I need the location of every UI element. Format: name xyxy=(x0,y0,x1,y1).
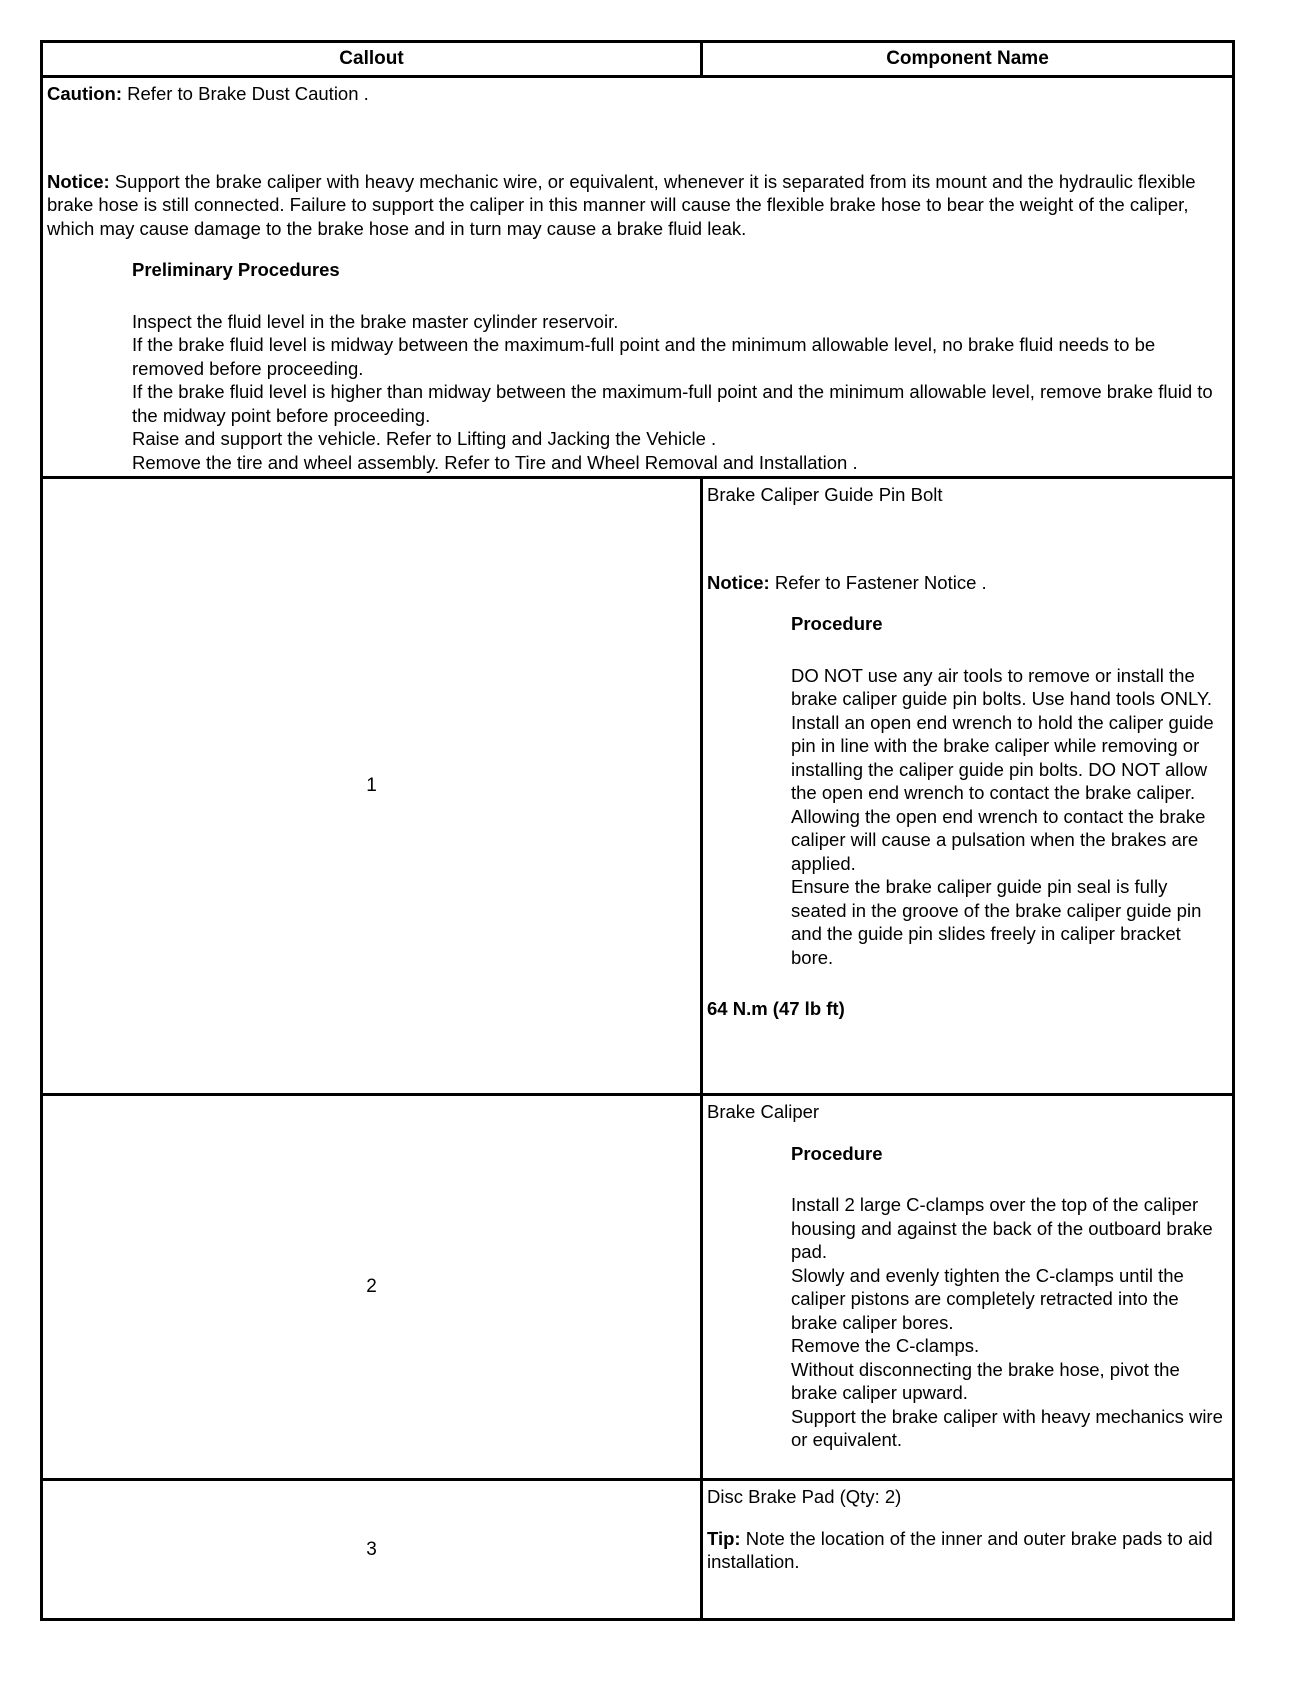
procedure-step: Install an open end wrench to hold the caliper guide pin in line with the brake caliper while removing or installing the caliper guide pin bolts. DO NOT allow the open end wrench to contact the brake caliper. Allowing the open end wrench to contact the brake caliper will cause a pulsation when the brakes are applied. xyxy=(791,711,1214,874)
procedure-step: Ensure the brake caliper guide pin seal is fully seated in the groove of the brake caliper guide pin and the guide pin slides freely in caliper bracket bore. xyxy=(791,876,1202,968)
procedure-title: Procedure xyxy=(791,1142,883,1164)
notice-paragraph xyxy=(47,170,1228,241)
caution-label: Caution: xyxy=(47,83,123,104)
preliminary-steps xyxy=(47,310,1228,475)
procedure-steps xyxy=(707,1193,1228,1452)
preliminary-step: Remove the tire and wheel assembly. Refer to Tire and Wheel Removal and Installation . xyxy=(132,451,858,473)
component-cell xyxy=(703,479,1232,1093)
preliminary-step: Raise and support the vehicle. Refer to Lifting and Jacking the Vehicle . xyxy=(132,428,717,449)
procedure-step: Install 2 large C-clamps over the top of the caliper housing and against the back of the outboard brake pad. xyxy=(791,1194,1213,1262)
table-row xyxy=(43,479,1232,1096)
component-table xyxy=(40,40,1235,1621)
callout-column-header: Callout xyxy=(43,43,703,75)
component-name: Brake Caliper xyxy=(707,1101,820,1122)
component-cell xyxy=(703,1481,1232,1618)
procedure-steps xyxy=(707,664,1228,970)
notice-label: Notice: xyxy=(47,170,110,192)
notice-label: Notice: xyxy=(707,571,770,593)
tip-line xyxy=(707,1527,1228,1574)
notice-text: Support the brake caliper with heavy mechanic wire, or equivalent, whenever it is separated from its mount and the hydraulic flexible brake hose is still connected. Failure to support the caliper in this manner will cause the flexible brake hose to bear the weight of the caliper, which may cause damage to the brake hose and in turn may cause a brake fluid leak. xyxy=(47,170,1196,239)
torque-spec: 64 N.m (47 lb ft) xyxy=(707,998,845,1019)
intro-cell xyxy=(43,78,1232,476)
preliminary-procedures-title: Preliminary Procedures xyxy=(132,259,340,280)
notice-line xyxy=(707,571,1228,595)
intro-row xyxy=(43,78,1232,479)
procedure-step: Remove the C-clamps. xyxy=(791,1335,980,1356)
notice-text: Refer to Fastener Notice . xyxy=(769,571,987,593)
procedure-step: Support the brake caliper with heavy mechanics wire or equivalent. xyxy=(791,1405,1223,1450)
procedure-step: DO NOT use any air tools to remove or install the brake caliper guide pin bolts. Use hand tools ONLY. xyxy=(791,664,1212,709)
preliminary-step: If the brake fluid level is midway between the maximum-full point and the minimum allowable level, no brake fluid needs to be removed before proceeding. xyxy=(132,334,1156,379)
caution-text: Refer to Brake Dust Caution . xyxy=(122,83,369,104)
component-name: Disc Brake Pad (Qty: 2) xyxy=(707,1486,902,1507)
component-cell xyxy=(703,1096,1232,1478)
callout-number: 1 xyxy=(43,479,703,1093)
table-header-row xyxy=(43,43,1232,78)
tip-label: Tip: xyxy=(707,1527,741,1549)
caution-line xyxy=(47,82,1228,106)
preliminary-step: Inspect the fluid level in the brake master cylinder reservoir. xyxy=(132,310,619,332)
procedure-title: Procedure xyxy=(791,613,883,634)
procedure-step: Without disconnecting the brake hose, pivot the brake caliper upward. xyxy=(791,1358,1180,1403)
callout-number: 2 xyxy=(43,1096,703,1478)
table-row xyxy=(43,1096,1232,1481)
table-row xyxy=(43,1481,1232,1618)
procedure-step: Slowly and evenly tighten the C-clamps until the caliper pistons are completely retracted into the brake caliper bores. xyxy=(791,1264,1184,1333)
preliminary-step: If the brake fluid level is higher than midway between the maximum-full point and the minimum allowable level, remove brake fluid to the midway point before proceeding. xyxy=(132,381,1213,426)
component-name-column-header: Component Name xyxy=(886,48,1049,69)
component-name: Brake Caliper Guide Pin Bolt xyxy=(707,484,943,505)
callout-number: 3 xyxy=(43,1481,703,1618)
tip-text: Note the location of the inner and outer brake pads to aid installation. xyxy=(707,1527,1213,1572)
